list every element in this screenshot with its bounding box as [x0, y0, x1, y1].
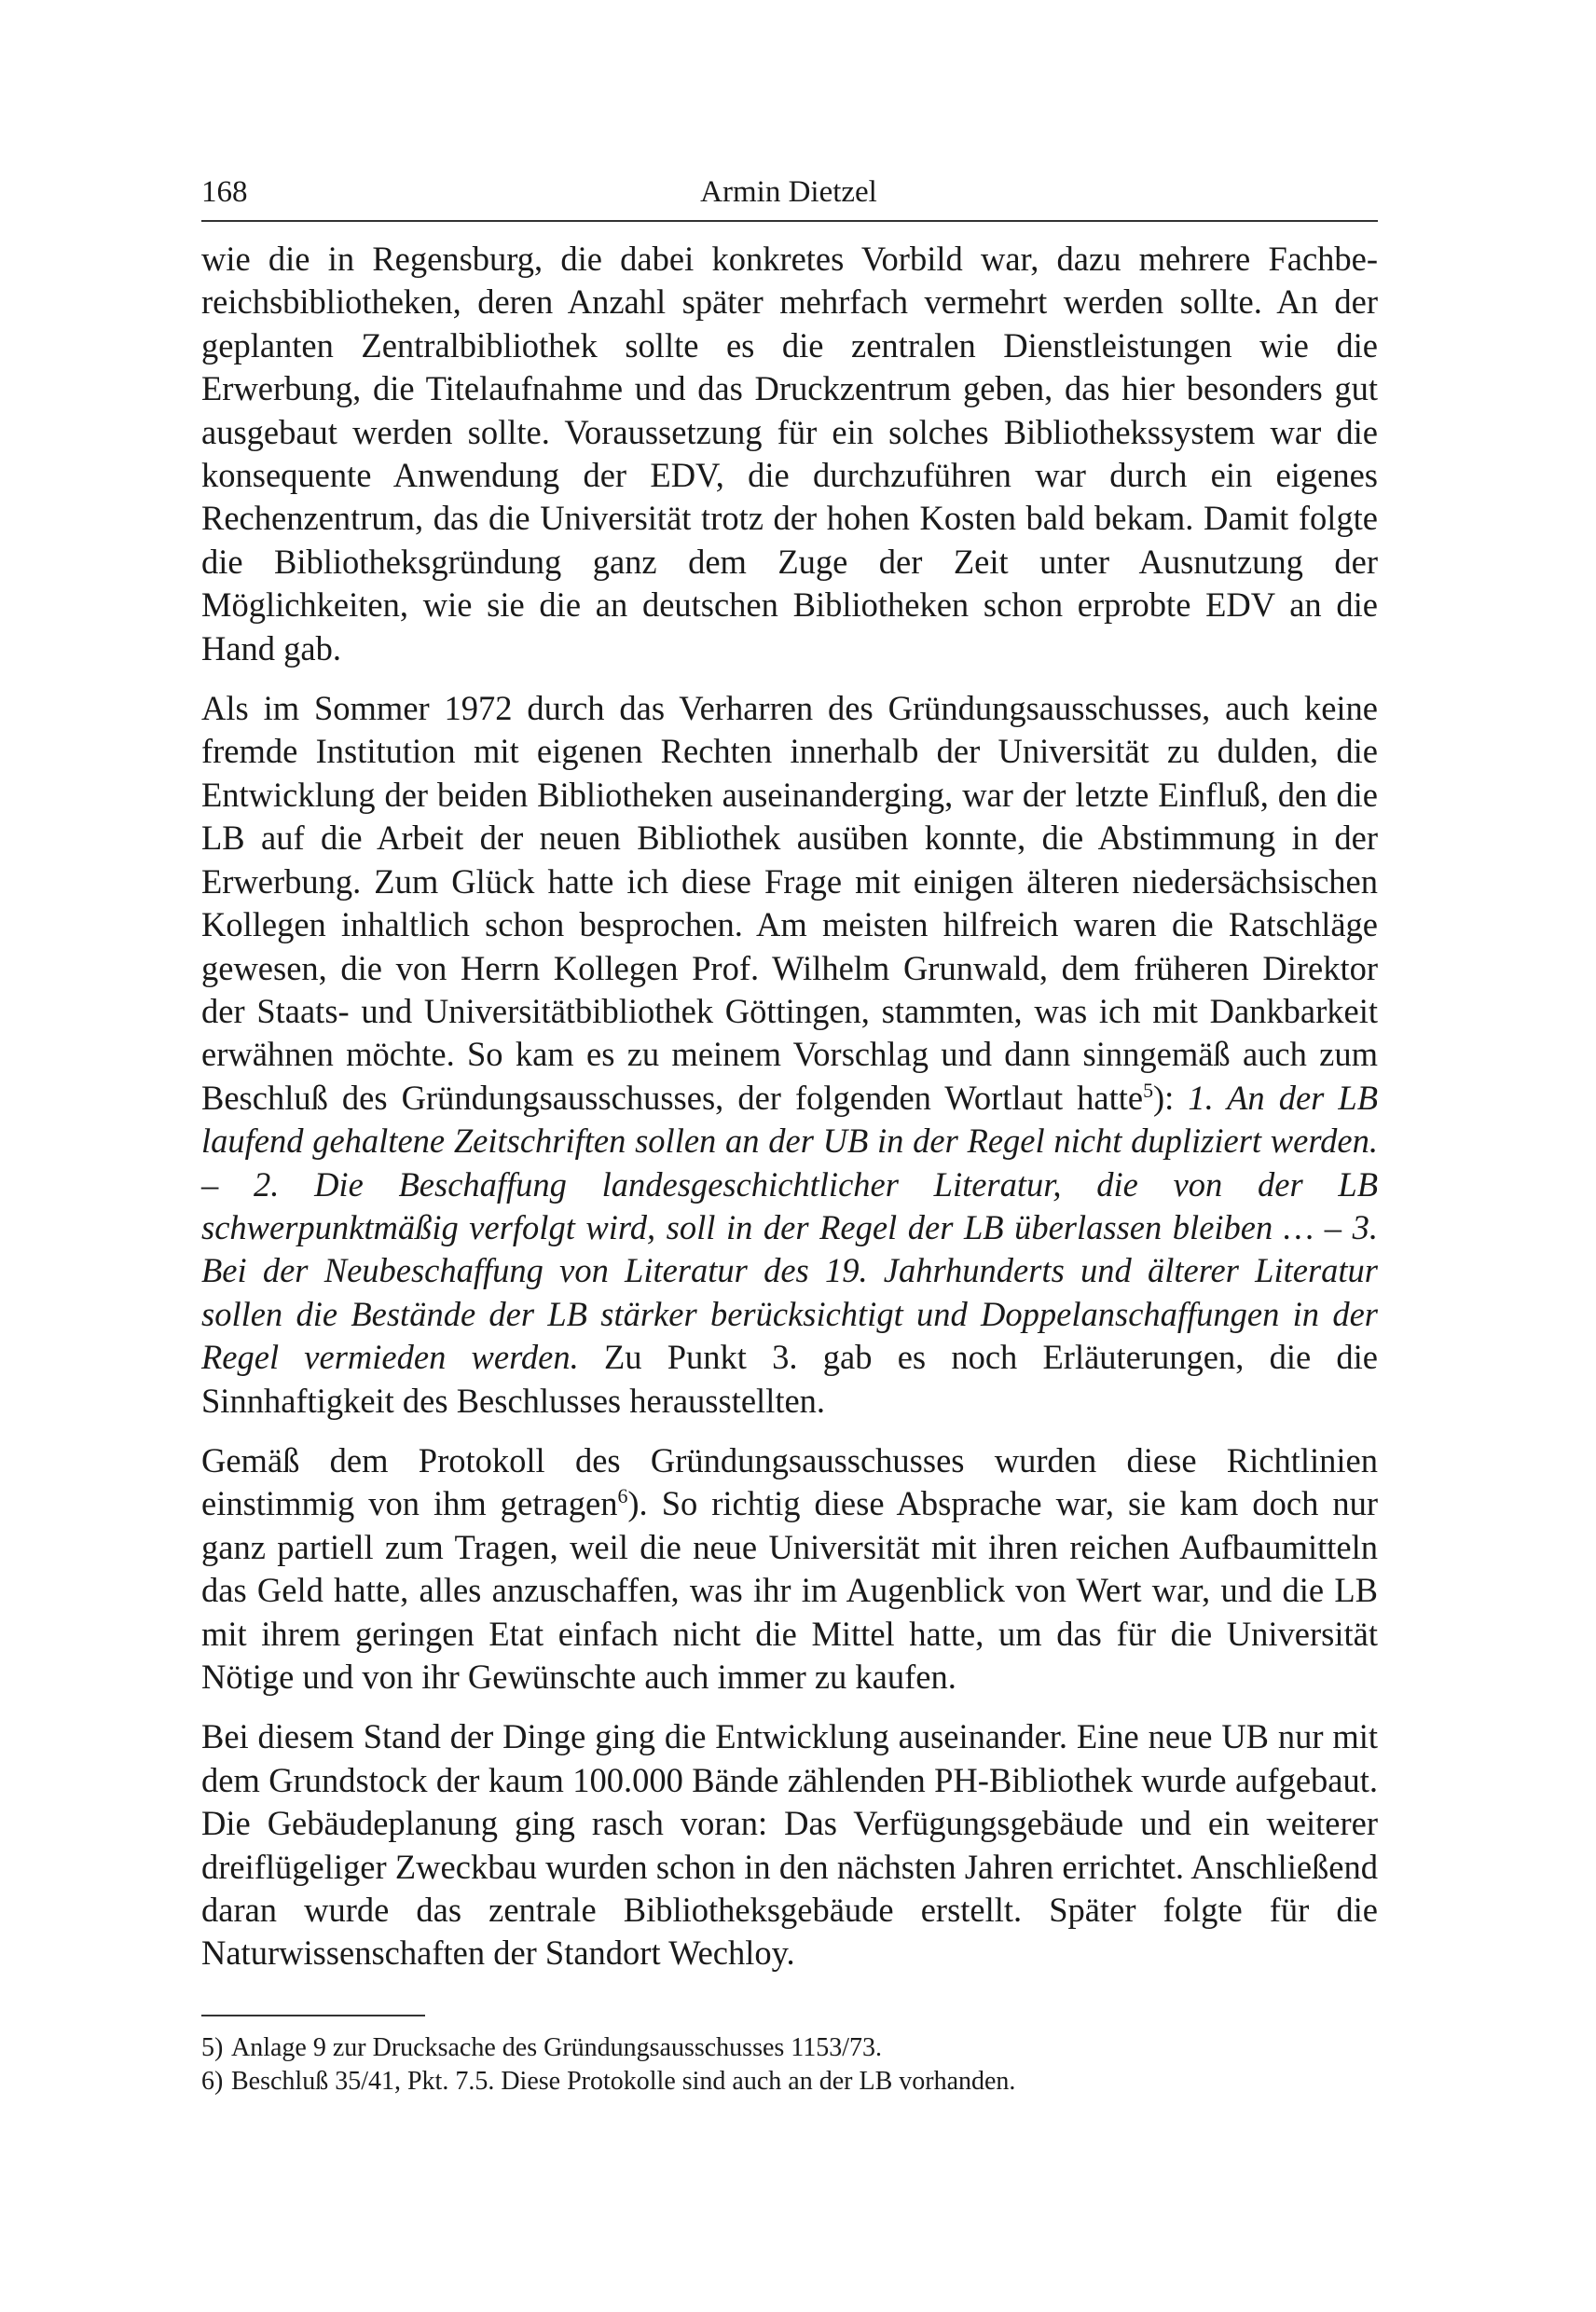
footnote-text: Anlage 9 zur Drucksache des Gründungsausschusses 1153/73. [231, 2033, 883, 2062]
paragraph [201, 1439, 1378, 1699]
paragraph-text: Zu Punkt 3. gab es noch Erläuterungen, die die Sinnhaftigkeit des Beschlusses herausstellten. [201, 1338, 1378, 1420]
footnote-reference: 5 [1143, 1078, 1154, 1102]
paragraph-text: wie die in Regensburg, die dabei konkretes Vorbild war, dazu mehrere Fachbereichsbibliotheken, deren Anzahl später mehrfach vermehrt werden sollte. An der geplanten Zentralbibliothek sollte es die zentralen Dienstleistungen wie die Erwerbung, die Titelaufnahme und das Druckzentrum geben, das hier besonders gut ausgebaut werden sollte. Voraussetzung für ein solches Bibliothekssystem war die konsequente Anwendung der EDV, die durchzuführen war durch ein eigenes Rechenzentrum, das die Universität trotz der hohen Kosten bald bekam. Damit folgte die Bibliotheksgründung ganz dem Zuge der Zeit unter Ausnutzung der Möglichkeiten, wie sie die an deutschen Bibliotheken schon erprobte EDV an die Hand gab. [201, 240, 1378, 667]
paragraph [201, 1715, 1378, 1975]
footnotes [201, 2031, 1378, 2099]
paragraph [201, 687, 1378, 1423]
running-title: Armin Dietzel [700, 175, 877, 209]
footnote-rule [201, 2015, 425, 2016]
running-head [201, 170, 1376, 216]
footnote-text: Beschluß 35/41, Pkt. 7.5. Diese Protokolle sind auch an der LB vorhanden. [231, 2067, 1016, 2096]
paragraph-text: Bei diesem Stand der Dinge ging die Entwicklung auseinander. Eine neue UB nur mit dem Grundstock der kaum 100.000 Bände zählenden PH-Bibliothek wurde aufgebaut. Die Gebäudeplanung ging rasch voran: Das Verfügungsgebäude und ein weiterer dreiflügeliger Zweckbau wurden schon in den nächsten Jahren errichtet. Anschließend daran wurde das zentrale Bibliotheksgebäude erstellt. Später folgte für die Naturwissenschaften der Standort Wechloy. [201, 1717, 1378, 1973]
footnote [201, 2031, 1378, 2065]
paragraph-text: ): [1153, 1078, 1189, 1117]
body-text [201, 238, 1378, 1992]
footnote-mark: 5) [201, 2033, 224, 2062]
footnote-mark: 6) [201, 2067, 224, 2096]
paragraph-text: Als im Sommer 1972 durch das Verharren des Gründungsausschusses, auch keine fremde Institution mit eigenen Rechten innerhalb der Universität zu dulden, die Entwicklung der beiden Bibliotheken auseinanderging, war der letzte Einfluß, den die LB auf die Arbeit der neuen Bibliothek ausüben konnte, die Abstimmung in der Erwerbung. Zum Glück hatte ich diese Frage mit einigen älteren niedersächsischen Kollegen inhaltlich schon besprochen. Am meisten hilfreich waren die Ratschläge gewesen, die von Herrn Kollegen Prof. Wilhelm Grunwald, dem früheren Direktor der Staats- und Universitätbibliothek Göttingen, stammten, was ich mit Dankbarkeit erwähnen möchte. So kam es zu meinem Vorschlag und dann sinngemäß auch zum Beschluß des Gründungsausschusses, der folgenden Wortlaut hatte [201, 689, 1378, 1117]
paragraph [201, 238, 1378, 670]
footnote-reference: 6 [617, 1484, 628, 1508]
footnote [201, 2065, 1378, 2099]
page-number: 168 [201, 175, 248, 209]
quoted-resolution-text: 1. An der LB laufend gehaltene Zeitschriften sollen an der UB in der Regel nicht dupliziert werden. – 2. Die Beschaffung landesgeschichtlicher Literatur, die von der LB schwerpunktmäßig verfolgt wird, soll in der Regel der LB überlassen bleiben … – 3. Bei der Neubeschaffung von Literatur des 19. Jahrhunderts und älterer Literatur sollen die Bestände der LB stärker berücksichtigt und Doppelanschaffungen in der Regel vermieden werden. [201, 1078, 1379, 1377]
paragraph-text: Gemäß dem Protokoll des Gründungsausschusses wurden diese Richtlinien einstimmig von ihm getragen [201, 1440, 1378, 1523]
paragraph-text: ). So richtig diese Absprache war, sie kam doch nur ganz partiell zum Tragen, weil die neue Universität mit ihren reichen Aufbaumitteln das Geld hatte, alles anzuschaffen, was ihr im Augenblick von Wert war, und die LB mit ihrem geringen Etat einfach nicht die Mittel hatte, um das für die Universität Nötige und von ihr Gewünschte auch immer zu kaufen. [201, 1484, 1378, 1696]
header-rule [201, 220, 1378, 222]
